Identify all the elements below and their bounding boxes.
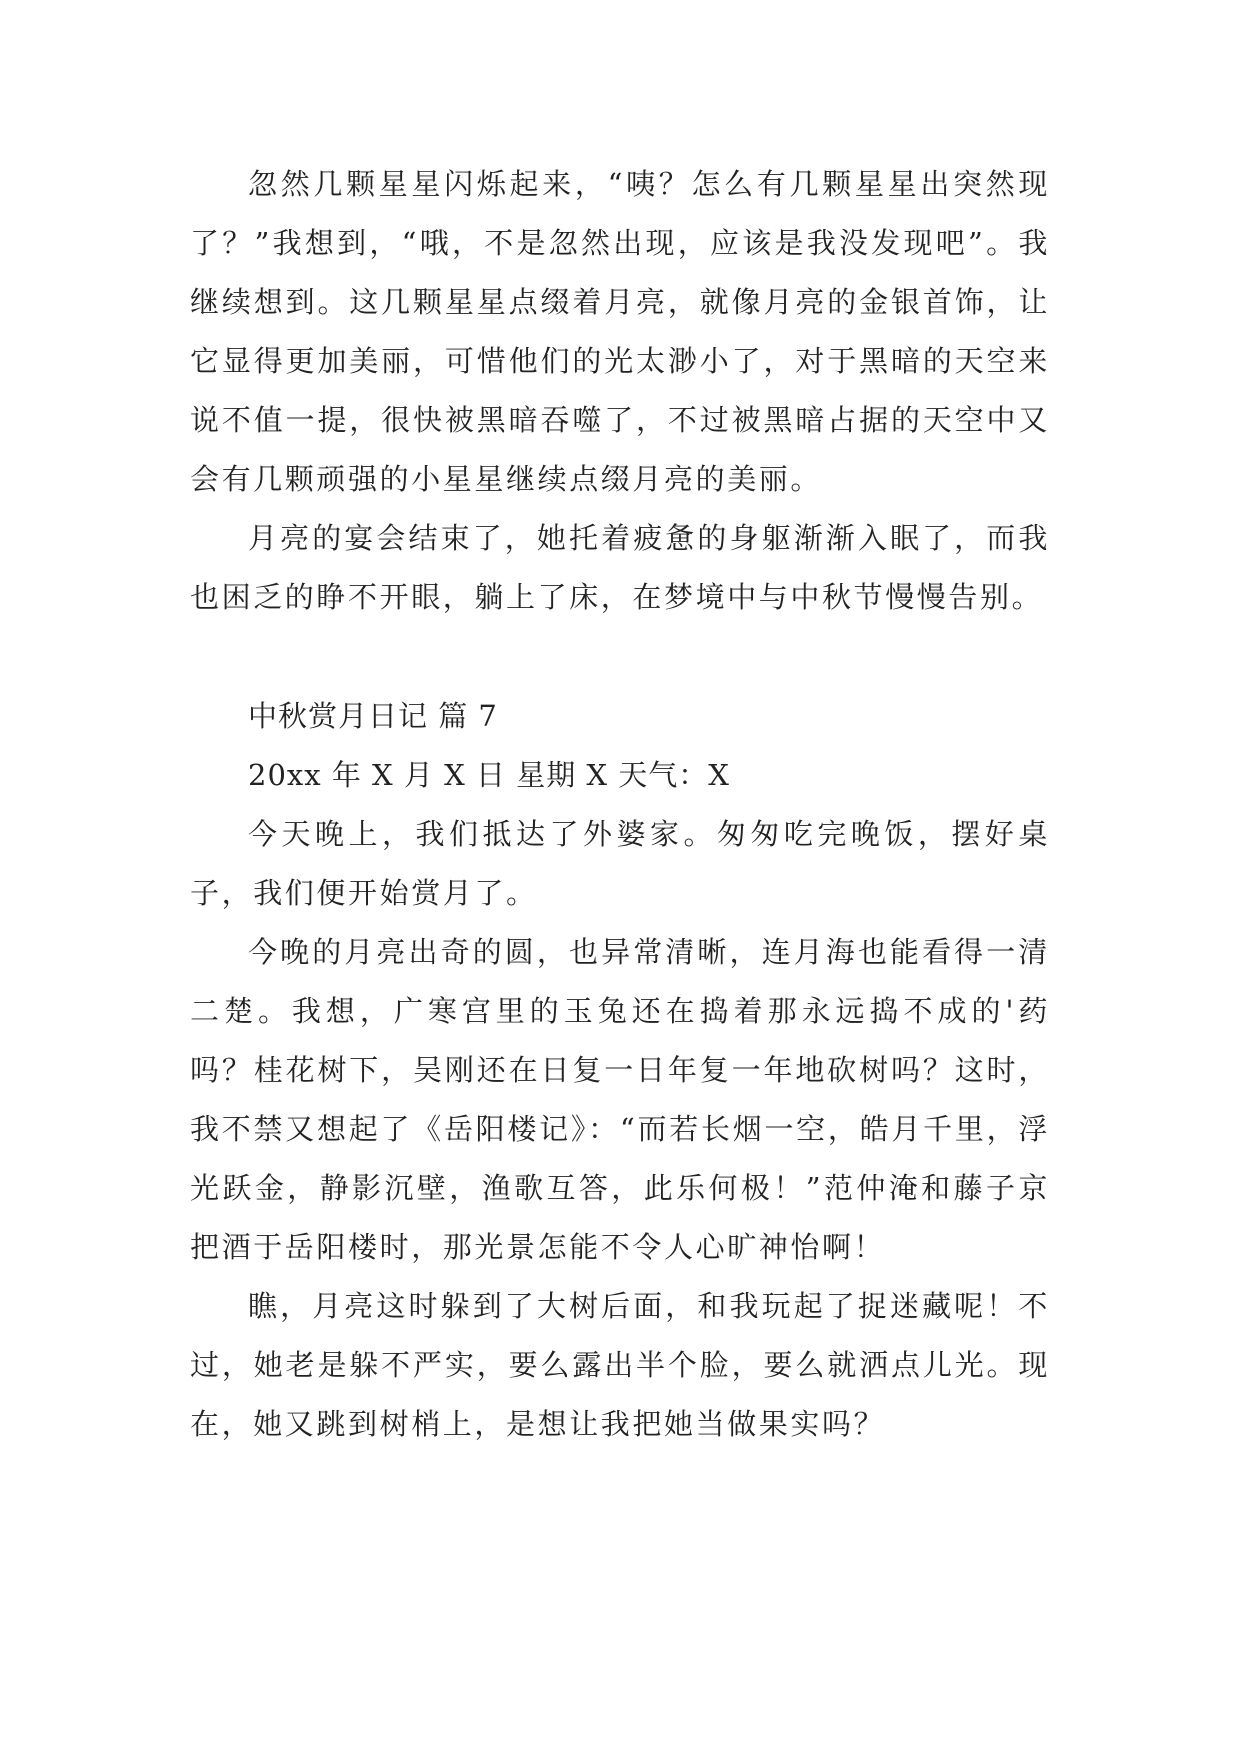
document-body — [190, 155, 1050, 1454]
paragraph-arrival: 今天晚上，我们抵达了外婆家。匆匆吃完晚饭，摆好桌子，我们便开始赏月了。 — [190, 817, 1050, 910]
section-title: 中秋赏月日记 篇 7 — [248, 699, 498, 733]
paragraph-full-moon: 今晚的月亮出奇的圆，也异常清晰，连月海也能看得一清二楚。我想，广寒宫里的玉兔还在捣着那永远捣不成的'药吗？桂花树下，吴刚还在日复一日年复一年地砍树吗？这时，我不禁又想起了《岳阳楼记》：“而若长烟一空，皓月千里，浮光跃金，静影沉壁，渔歌互答，此乐何极！”范仲淹和藤子京把酒于岳阳楼时，那光景怎能不令人心旷神怡啊！ — [190, 935, 1050, 1264]
paragraph-moon-banquet-end: 月亮的宴会结束了，她托着疲惫的身躯渐渐入眠了，而我也困乏的睁不开眼，躺上了床，在梦境中与中秋节慢慢告别。 — [190, 521, 1050, 614]
paragraph-stars: 忽然几颗星星闪烁起来，“咦？怎么有几颗星星出突然现了？”我想到，“哦，不是忽然出现，应该是我没发现吧”。我继续想到。这几颗星星点缀着月亮，就像月亮的金银首饰，让它显得更加美丽，可惜他们的光太渺小了，对于黑暗的天空来说不值一提，很快被黑暗吞噬了，不过被黑暗占据的天空中又会有几颗顽强的小星星继续点缀月亮的美丽。 — [190, 167, 1050, 496]
paragraph-hide-and-seek: 瞧，月亮这时躲到了大树后面，和我玩起了捉迷藏呢！不过，她老是躲不严实，要么露出半个脸，要么就洒点儿光。现在，她又跳到树梢上，是想让我把她当做果实吗？ — [190, 1289, 1050, 1441]
section-spacer — [190, 627, 1050, 687]
diary-date-line: 20xx 年 X 月 X 日 星期 X 天气：X — [248, 758, 730, 792]
